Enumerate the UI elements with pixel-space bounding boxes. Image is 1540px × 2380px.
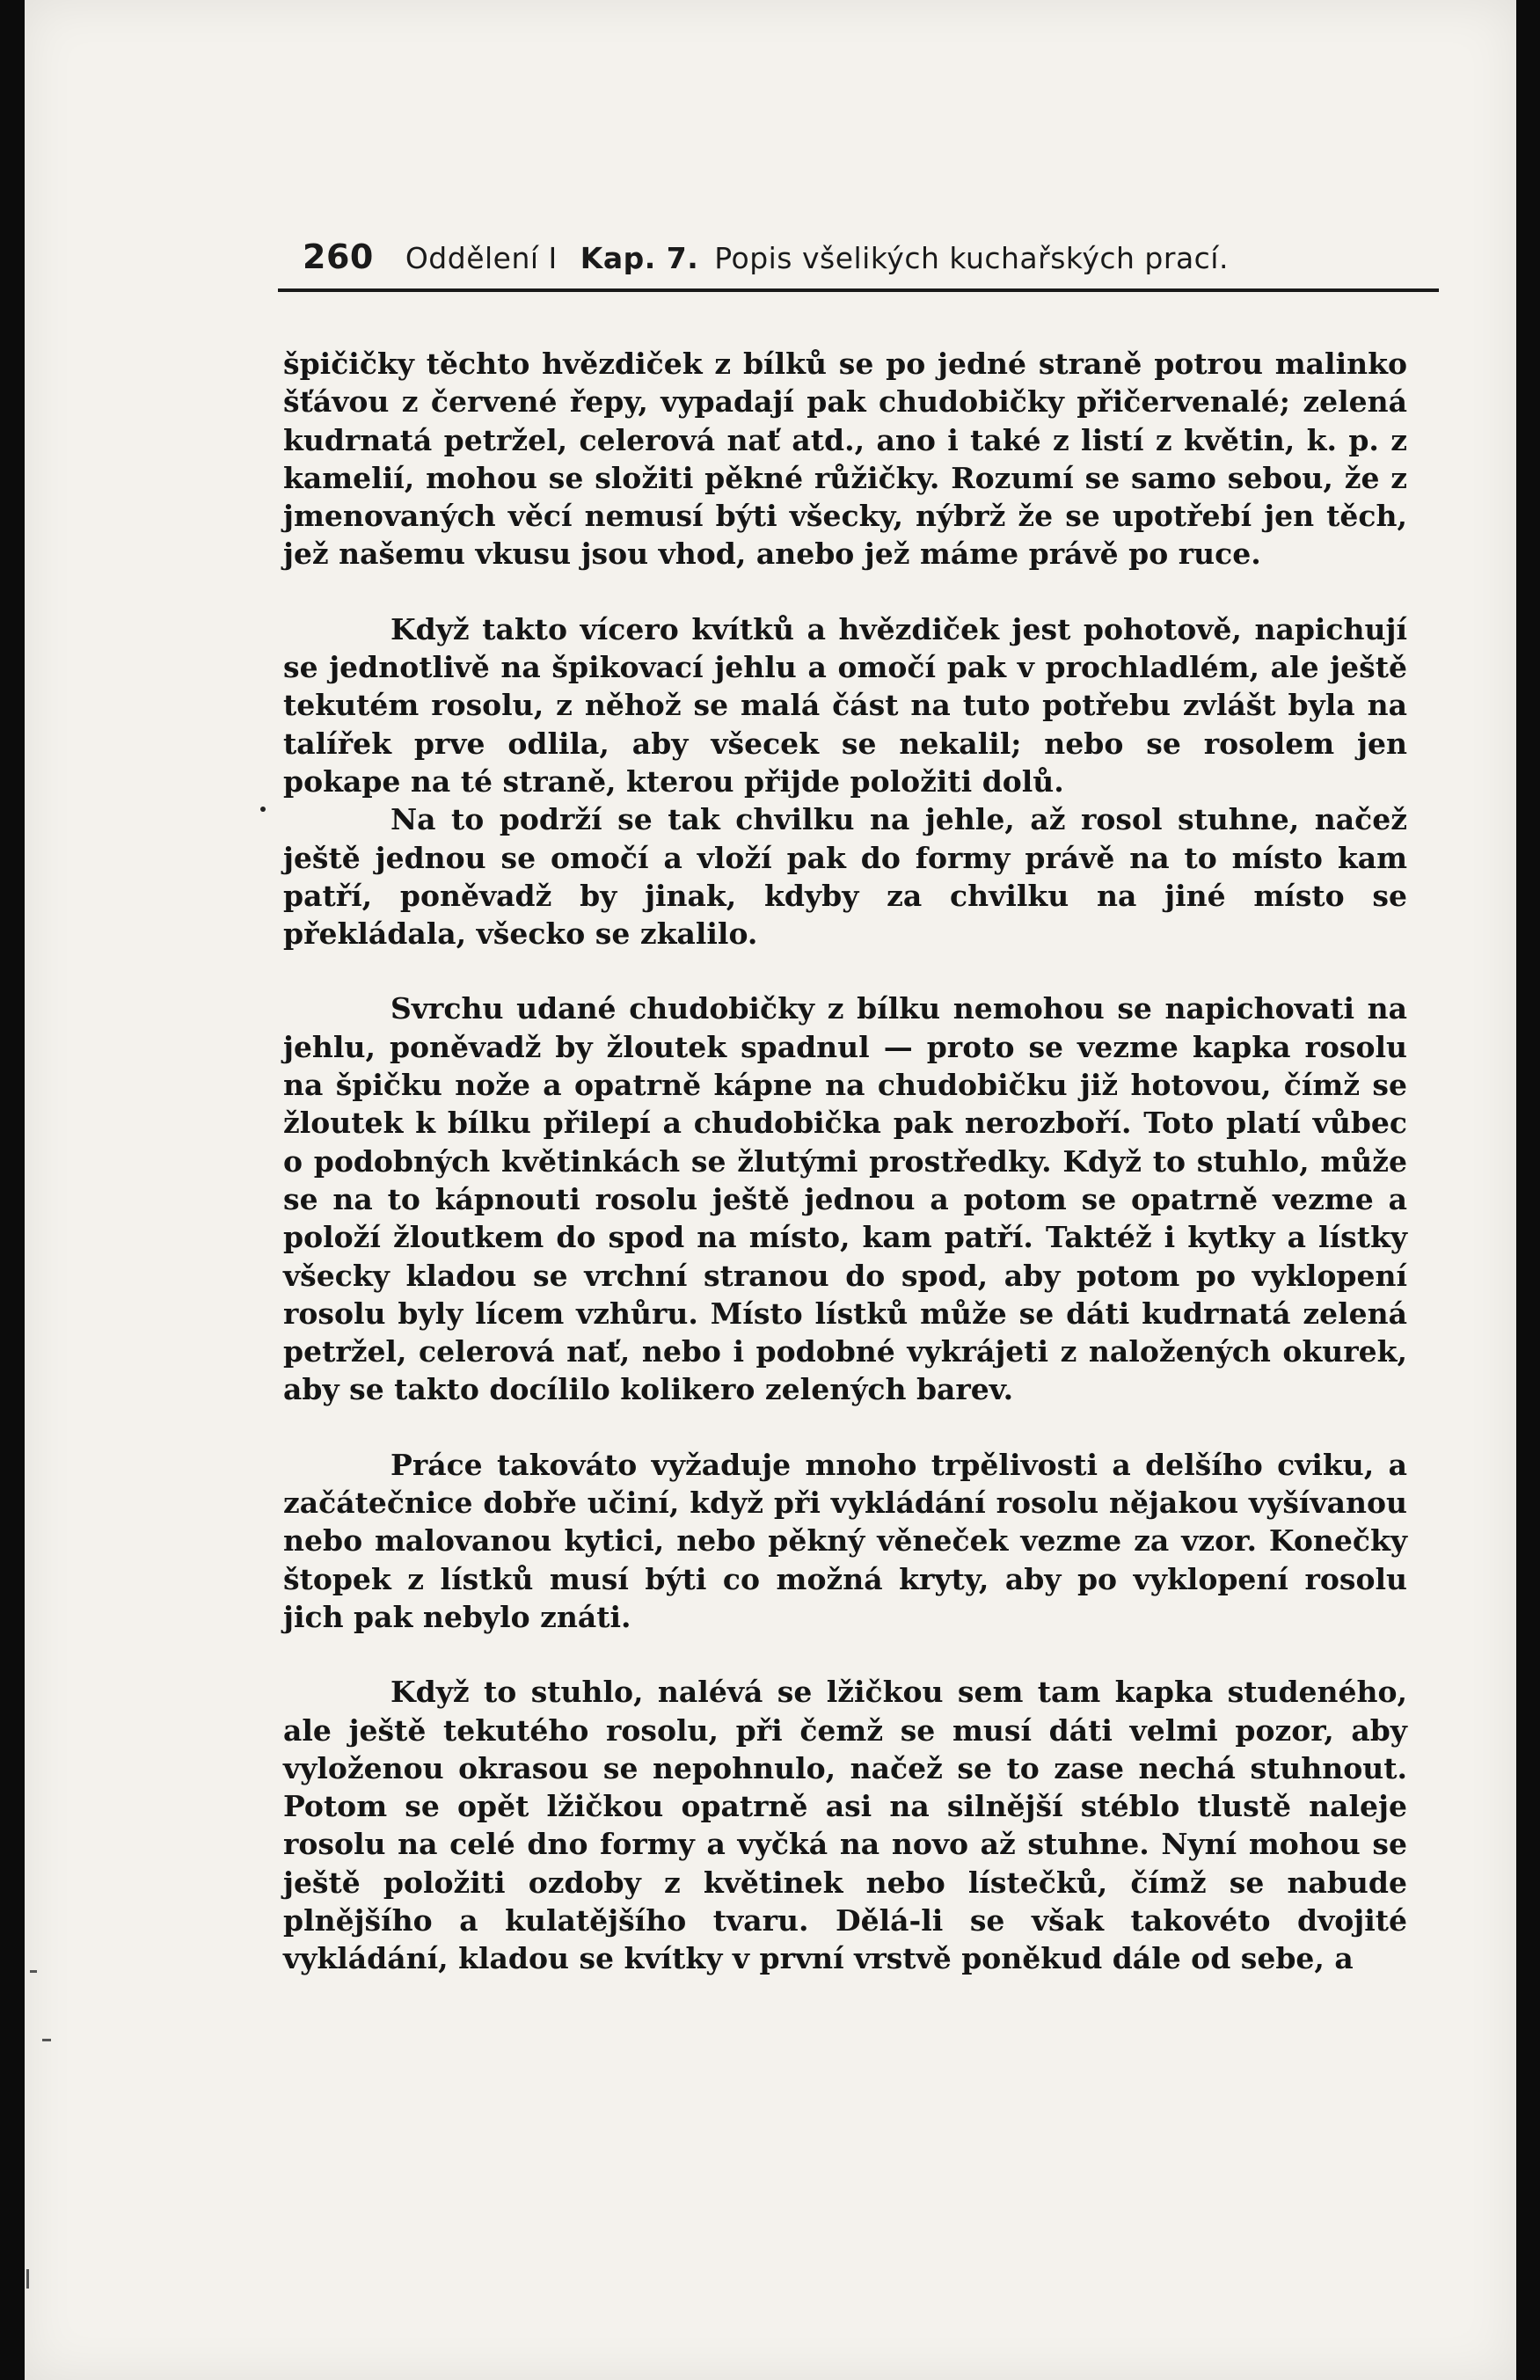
paragraph: Svrchu udané chudobičky z bílku nemohou se napichovati na jehlu, poněvadž by žloutek spadnul — proto se vezme kapka rosolu na špičku nože a opatrně kápne na chudobičku již hotovou, čímž se žloutek k bílku přilepí a chudobička pak nerozboří. Toto platí vůbec o podobných květinkách se žlutými prostředky. Když to stuhlo, může se na to kápnouti rosolu ještě jednou a potom se opatrně vezme a položí žloutkem do spod na místo, kam patří. Taktéž i kytky a lístky všecky kladou se vrchní stranou do spod, aby potom po vyklopení rosolu byly lícem vzhůru. Místo lístků může se dáti kudrnatá zelená petržel, celerová nať, nebo i podobné vykrájeti z naložených okurek, aby se takto docílilo kolikero zelených barev. — [283, 991, 1407, 1407]
print-speck — [26, 2269, 29, 2289]
print-speck — [260, 807, 266, 812]
paragraph: špičičky těchto hvězdiček z bílků se po jedné straně potrou malinko šťávou z červené řepy, vypadají pak chudobičky přičervenalé; zelená kudrnatá petržel, celerová nať atd., ano i také z listí z květin, k. p. z kamelií, mohou se složiti pěkné růžičky. Rozumí se samo sebou, že z jmenovaných věcí nemusí býti všecky, nýbrž že se upotřebí jen těch, jež našemu vkusu jsou vhod, anebo jež máme právě po ruce. — [283, 347, 1407, 572]
paragraph: Na to podrží se tak chvilku na jehle, až rosol stuhne, načež ještě jednou se omočí a vloží pak do formy právě na to místo kam patří, poněvadž by jinak, kdyby za chvilku na jiné místo se překládala, všecko se zkalilo. — [283, 802, 1407, 952]
body-text — [283, 345, 1407, 1978]
section-label: Oddělení I — [405, 241, 558, 275]
chapter-label: Kap. 7. — [580, 241, 699, 275]
paragraph: Když to stuhlo, nalévá se lžičkou sem tam kapka studeného, ale ještě tekutého rosolu, při čemž se musí dáti velmi pozor, aby vyloženou okrasou se nepohnulo, načež se to zase nechá stuhnout. Potom se opět lžičkou opatrně asi na silnější stéblo tlustě naleje rosolu na celé dno formy a vyčká na novo až stuhne. Nyní mohou se ještě položiti ozdoby z květinek nebo lístečků, čímž se nabude plnějšího a kulatějšího tvaru. Dělá-li se však takovéto dvojité vykládání, kladou se kvítky v první vrstvě poněkud dále od sebe, a — [283, 1675, 1407, 1976]
page-number: 260 — [303, 237, 374, 276]
paragraph: Když takto vícero kvítků a hvězdiček jest pohotově, napichují se jednotlivě na špikovací jehlu a omočí pak v prochladlém, ale ještě tekutém rosolu, z něhož se malá část na tuto potřebu zvlášt byla na talířek prve odlila, aby všecek se nekalil; nebo se rosolem jen pokape na té straně, kterou přijde položiti dolů. — [283, 611, 1407, 799]
print-speck — [42, 2039, 51, 2041]
chapter-title: Popis všelikých kuchařských prací. — [714, 241, 1229, 275]
header-rule — [278, 288, 1439, 292]
paragraph: Práce takováto vyžaduje mnoho trpělivosti a delšího cviku, a začátečnice dobře učiní, když při vykládání rosolu nějakou vyšívanou nebo malovanou kytici, nebo pěkný věneček vezme za vzor. Konečky štopek z lístků musí býti co možná kryty, aby po vyklopení rosolu jich pak nebylo znáti. — [283, 1447, 1407, 1634]
running-header — [303, 237, 1463, 276]
print-speck — [30, 1970, 37, 1973]
